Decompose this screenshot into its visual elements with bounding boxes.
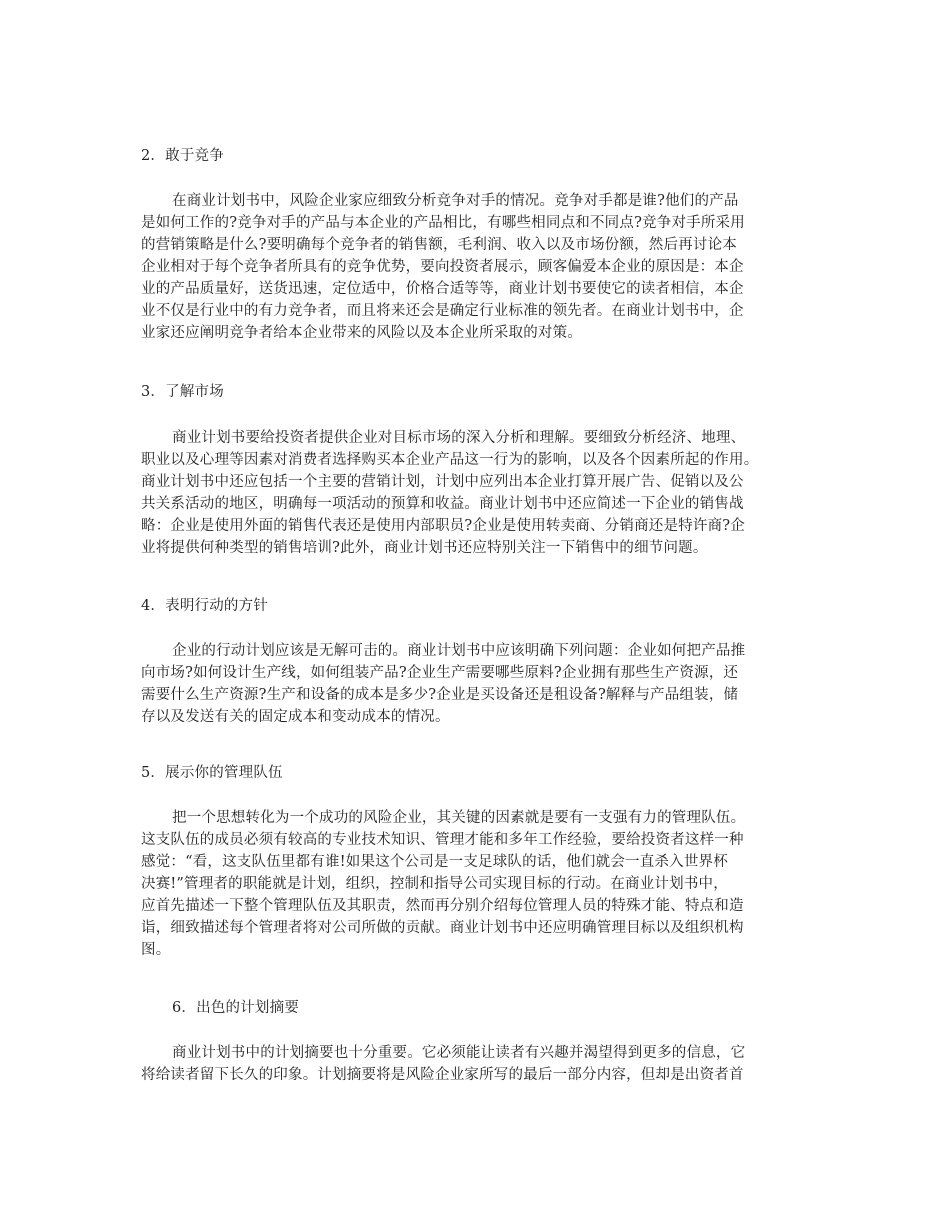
paragraph-line: 企业相对于每个竞争者所具有的竞争优势，要向投资者展示，顾客偏爱本企业的原因是：本企 xyxy=(141,259,744,275)
section-heading: 5．展示你的管理队伍 xyxy=(141,765,283,781)
paragraph-line: 业的产品质量好，送货迅速，定位适中，价格合适等等，商业计划书要使它的读者相信，本企 xyxy=(141,281,744,297)
paragraph-line: 业家还应阐明竞争者给本企业带来的风险以及本企业所采取的对策。 xyxy=(141,325,582,341)
paragraph-line: 决赛!”管理者的职能就是计划，组织，控制和指导公司实现目标的行动。在商业计划书中， xyxy=(141,876,728,892)
paragraph-line: 图。 xyxy=(141,942,171,958)
paragraph-line: 这支队伍的成员必须有较高的专业技术知识、管理才能和多年工作经验，要给投资者这样一种 xyxy=(141,832,744,848)
paragraph-line: 诣，细致描述每个管理者将对公司所做的贡献。商业计划书中还应明确管理目标以及组织机构 xyxy=(141,920,744,936)
paragraph-line: 职业以及心理等因素对消费者选择购买本企业产品这一行为的影响，以及各个因素所起的作用。 xyxy=(141,452,759,468)
paragraph-line: 需要什么生产资源?生产和设备的成本是多少?企业是买设备还是租设备?解释与产品组装，储 xyxy=(141,687,739,703)
paragraph-line: 商业计划书中还应包括一个主要的营销计划，计划中应列出本企业打算开展广告、促销以及公 xyxy=(141,474,744,490)
paragraph-line: 商业计划书中的计划摘要也十分重要。它必须能让读者有兴趣并渴望得到更多的信息，它 xyxy=(172,1045,746,1061)
paragraph-line: 企业的行动计划应该是无解可击的。商业计划书中应该明确下列问题：企业如何把产品推 xyxy=(172,643,746,659)
section-heading: 3．了解市场 xyxy=(141,384,224,400)
paragraph-line: 把一个思想转化为一个成功的风险企业，其关键的因素就是要有一支强有力的管理队伍。 xyxy=(172,810,746,826)
paragraph-line: 在商业计划书中，风险企业家应细致分析竞争对手的情况。竞争对手都是谁?他们的产品 xyxy=(172,193,739,209)
paragraph-line: 业将提供何种类型的销售培训?此外，商业计划书还应特别关注一下销售中的细节问题。 xyxy=(141,540,708,556)
paragraph-line: 向市场?如何设计生产线，如何组装产品?企业生产需要哪些原料?企业拥有那些生产资源，还 xyxy=(141,665,739,681)
paragraph-line: 存以及发送有关的固定成本和变动成本的情况。 xyxy=(141,709,450,725)
paragraph-line: 是如何工作的?竞争对手的产品与本企业的产品相比，有哪些相同点和不同点?竞争对手所采用 xyxy=(141,215,745,231)
section-heading: 2．敢于竞争 xyxy=(141,148,224,164)
paragraph-line: 应首先描述一下整个管理队伍及其职责，然而再分别介绍每位管理人员的特殊才能、特点和造 xyxy=(141,898,744,914)
paragraph-line: 的营销策略是什么?要明确每个竞争者的销售额，毛利润、收入以及市场份额，然后再讨论本 xyxy=(141,237,737,253)
section-heading: 4．表明行动的方针 xyxy=(141,598,269,614)
paragraph-line: 业不仅是行业中的有力竞争者，而且将来还会是确定行业标准的领先者。在商业计划书中，企 xyxy=(141,303,744,319)
paragraph-line: 商业计划书要给投资者提供企业对目标市场的深入分析和理解。要细致分析经济、地理、 xyxy=(172,430,746,446)
section-heading: 6．出色的计划摘要 xyxy=(172,1000,300,1016)
paragraph-line: 感觉：“看，这支队伍里都有谁!如果这个公司是一支足球队的话，他们就会一直杀入世界杯 xyxy=(141,854,728,870)
paragraph-line: 略：企业是使用外面的销售代表还是使用内部职员?企业是使用转卖商、分销商还是特许商?企 xyxy=(141,518,745,534)
paragraph-line: 将给读者留下长久的印象。计划摘要将是风险企业家所写的最后一部分内容，但却是出资者首 xyxy=(141,1067,744,1083)
paragraph-line: 共关系活动的地区，明确每一项活动的预算和收益。商业计划书中还应简述一下企业的销售战 xyxy=(141,496,744,512)
